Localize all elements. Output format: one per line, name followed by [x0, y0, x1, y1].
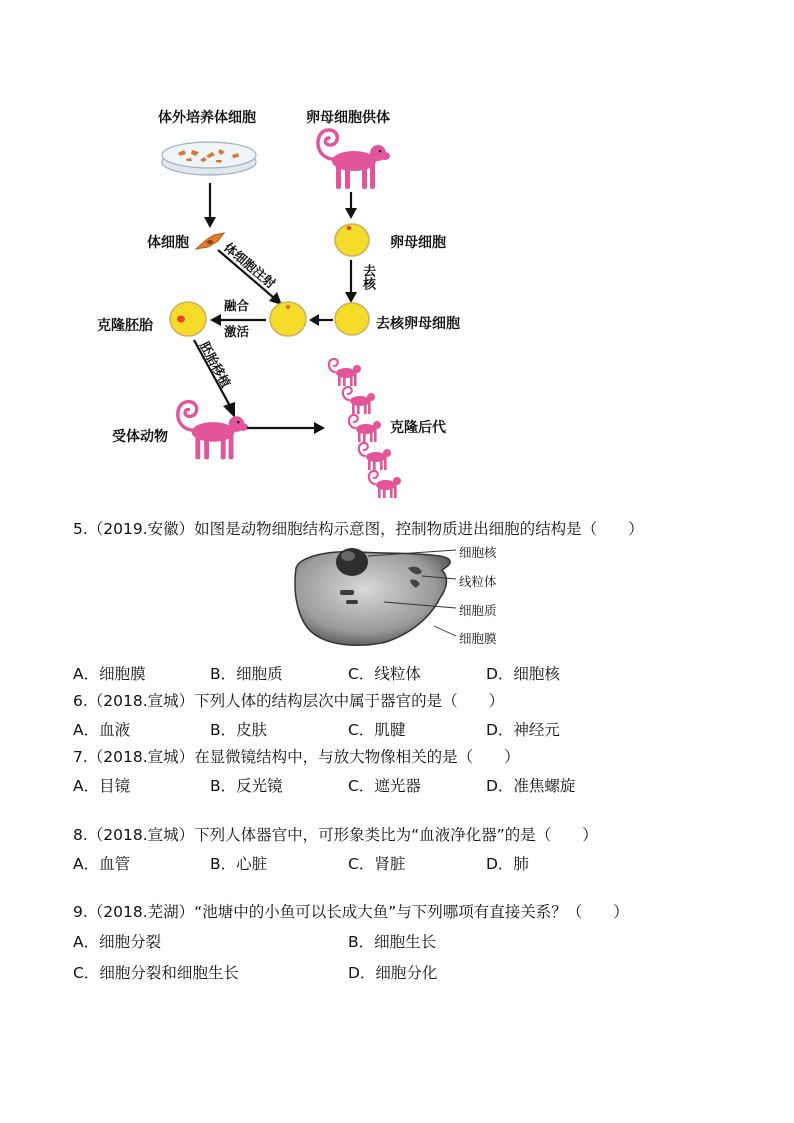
- cloned-embryo-icon: [168, 300, 208, 338]
- label-activation: 激活: [224, 324, 250, 339]
- monkey-donor-icon: [310, 123, 396, 193]
- label-cloned-offspring: 克隆后代: [390, 420, 446, 436]
- reconstructed-egg-icon: [268, 300, 308, 338]
- question-9-text: 9.（2018.芜湖）“池塘中的小鱼可以长成大鱼”与下列哪项有直接关系？（ ）: [73, 903, 629, 921]
- cell-label-mitochondria: 线粒体: [459, 574, 497, 589]
- label-oocyte: 卵母细胞: [390, 235, 446, 251]
- label-somatic-cell: 体细胞: [147, 235, 189, 251]
- option-c[interactable]: C．线粒体: [348, 665, 421, 683]
- cell-label-nucleus: 细胞核: [459, 545, 497, 560]
- label-recipient: 受体动物: [112, 429, 168, 445]
- arrow-icon: [200, 183, 220, 229]
- question-6-text: 6.（2018.宣城）下列人体的结构层次中属于器官的是（ ）: [73, 692, 505, 710]
- cell-label-membrane: 细胞膜: [459, 631, 497, 646]
- oocyte-icon: [333, 222, 371, 258]
- question-7-text: 7.（2018.宣城）在显微镜结构中，与放大物像相关的是（ ）: [73, 748, 520, 766]
- option-d[interactable]: D．准焦螺旋: [486, 777, 576, 795]
- option-c[interactable]: C．肌腱: [348, 721, 406, 739]
- question-8-text: 8.（2018.宣城）下列人体器官中，可形象类比为“血液净化器”的是（ ）: [73, 826, 598, 844]
- label-somatic-injection: 体细胞注射: [221, 239, 279, 292]
- option-b[interactable]: B．细胞生长: [348, 933, 437, 951]
- option-b[interactable]: B．皮肤: [210, 721, 268, 739]
- enucleated-oocyte-icon: [333, 301, 371, 337]
- option-a[interactable]: A．血管: [73, 855, 131, 873]
- label-in-vitro-cells: 体外培养体细胞: [158, 110, 256, 126]
- option-d[interactable]: D．肺: [486, 855, 529, 873]
- option-b[interactable]: B．反光镜: [210, 777, 283, 795]
- option-a[interactable]: A．血液: [73, 721, 131, 739]
- option-d[interactable]: D．神经元: [486, 721, 560, 739]
- arrow-icon: [245, 418, 327, 438]
- arrow-icon: [308, 310, 334, 330]
- option-d[interactable]: D．细胞核: [486, 665, 560, 683]
- option-b[interactable]: B．细胞质: [210, 665, 283, 683]
- label-cloned-embryo: 克隆胚胎: [97, 318, 153, 334]
- monkey-recipient-icon: [170, 394, 254, 464]
- petri-dish-icon: [158, 136, 260, 178]
- option-a[interactable]: A．目镜: [73, 777, 131, 795]
- label-fusion: 融合: [224, 298, 250, 313]
- option-a[interactable]: A．细胞分裂: [73, 933, 162, 951]
- label-enucleate: 去核: [360, 264, 375, 290]
- option-c[interactable]: C．细胞分裂和细胞生长: [73, 964, 239, 982]
- option-c[interactable]: C．肾脏: [348, 855, 406, 873]
- option-a[interactable]: A．细胞膜: [73, 665, 146, 683]
- label-egg-donor: 卵母细胞供体: [306, 110, 390, 126]
- cell-label-cytoplasm: 细胞质: [459, 603, 497, 618]
- question-5-text: 5.（2019.安徽）如图是动物细胞结构示意图，控制物质进出细胞的结构是（ ）: [73, 520, 644, 538]
- label-enucleated-oocyte: 去核卵母细胞: [376, 316, 460, 332]
- label-embryo-transfer: 胚胎移植: [196, 338, 234, 391]
- arrow-icon: [341, 192, 361, 220]
- option-b[interactable]: B．心脏: [210, 855, 268, 873]
- option-c[interactable]: C．遮光器: [348, 777, 421, 795]
- option-d[interactable]: D．细胞分化: [348, 964, 438, 982]
